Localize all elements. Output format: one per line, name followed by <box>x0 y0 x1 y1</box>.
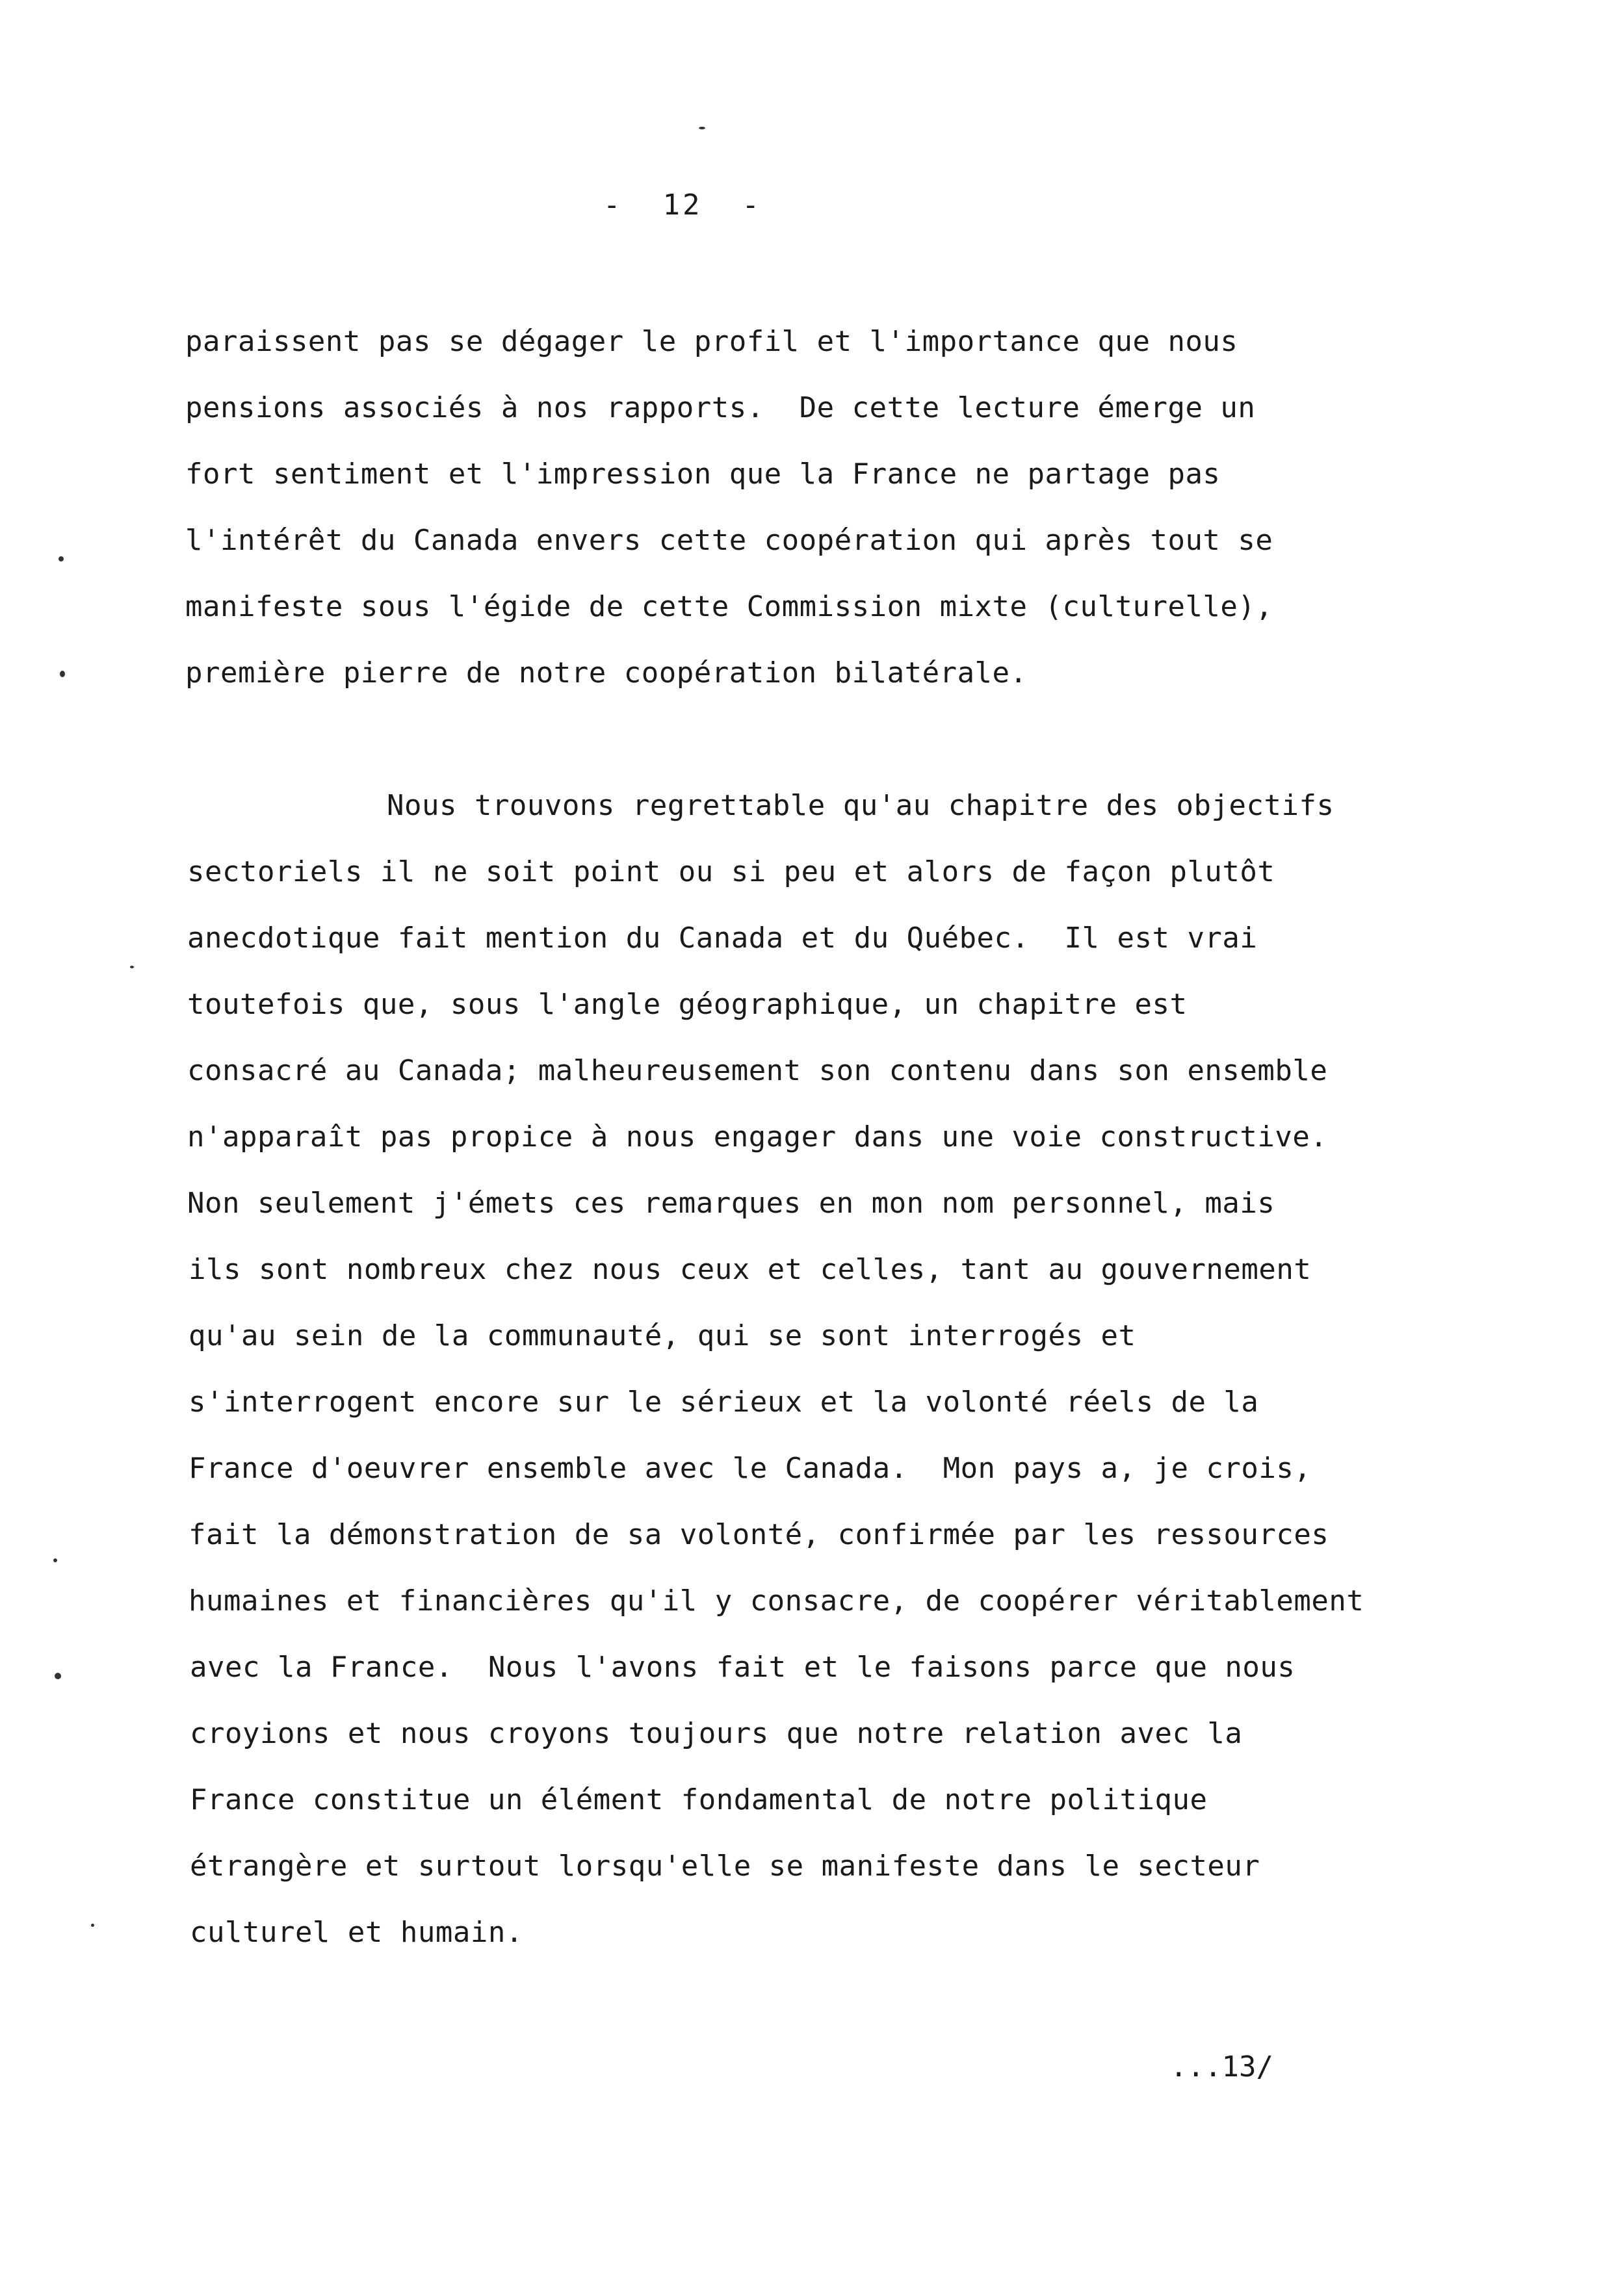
text-line: fait la démonstration de sa volonté, confirmée par les ressources <box>189 1518 1329 1551</box>
text-line: étrangère et surtout lorsqu'elle se manifeste dans le secteur <box>190 1850 1260 1883</box>
scan-speck <box>91 1924 94 1927</box>
text-line: croyions et nous croyons toujours que notre relation avec la <box>190 1717 1243 1750</box>
text-line: culturel et humain. <box>190 1916 523 1949</box>
text-line: France d'oeuvrer ensemble avec le Canada. Mon pays a, je crois, <box>189 1452 1312 1485</box>
text-line: pensions associés à nos rapports. De cette lecture émerge un <box>185 391 1256 424</box>
text-line: n'apparaît pas propice à nous engager dans une voie constructive. <box>187 1120 1328 1154</box>
text-line: l'intérêt du Canada envers cette coopération qui après tout se <box>185 524 1273 557</box>
text-line: fort sentiment et l'impression que la France ne partage pas <box>185 458 1221 491</box>
text-line: Nous trouvons regrettable qu'au chapitre des objectifs <box>387 789 1334 822</box>
text-line: qu'au sein de la communauté, qui se sont interrogés et <box>189 1319 1136 1352</box>
text-line: sectoriels il ne soit point ou si peu et alors de façon plutôt <box>187 855 1275 888</box>
text-line: avec la France. Nous l'avons fait et le faisons parce que nous <box>190 1651 1295 1684</box>
text-line: anecdotique fait mention du Canada et du Québec. Il est vrai <box>187 922 1258 955</box>
continuation-marker: ...13/ <box>1170 2050 1273 2083</box>
text-line: Non seulement j'émets ces remarques en mon nom personnel, mais <box>187 1187 1275 1220</box>
text-line: ils sont nombreux chez nous ceux et celles, tant au gouvernement <box>189 1253 1312 1286</box>
scan-speck <box>130 966 134 968</box>
text-line: France constitue un élément fondamental de notre politique <box>190 1783 1208 1816</box>
text-line: consacré au Canada; malheureusement son contenu dans son ensemble <box>187 1054 1328 1087</box>
text-line: s'interrogent encore sur le sérieux et la volonté réels de la <box>189 1386 1259 1419</box>
scan-speck <box>60 671 65 677</box>
scan-speck <box>699 127 705 129</box>
text-line: humaines et financières qu'il y consacre, de coopérer véritablement <box>189 1584 1364 1618</box>
scan-speck <box>55 1673 61 1679</box>
page-number: - 12 - <box>603 188 762 222</box>
scan-speck <box>59 556 64 561</box>
text-line: première pierre de notre coopération bilatérale. <box>185 656 1028 690</box>
text-line: manifeste sous l'égide de cette Commission mixte (culturelle), <box>185 590 1273 623</box>
text-line: paraissent pas se dégager le profil et l'importance que nous <box>185 325 1238 358</box>
text-line: toutefois que, sous l'angle géographique, un chapitre est <box>187 988 1188 1021</box>
scan-speck <box>53 1558 57 1562</box>
